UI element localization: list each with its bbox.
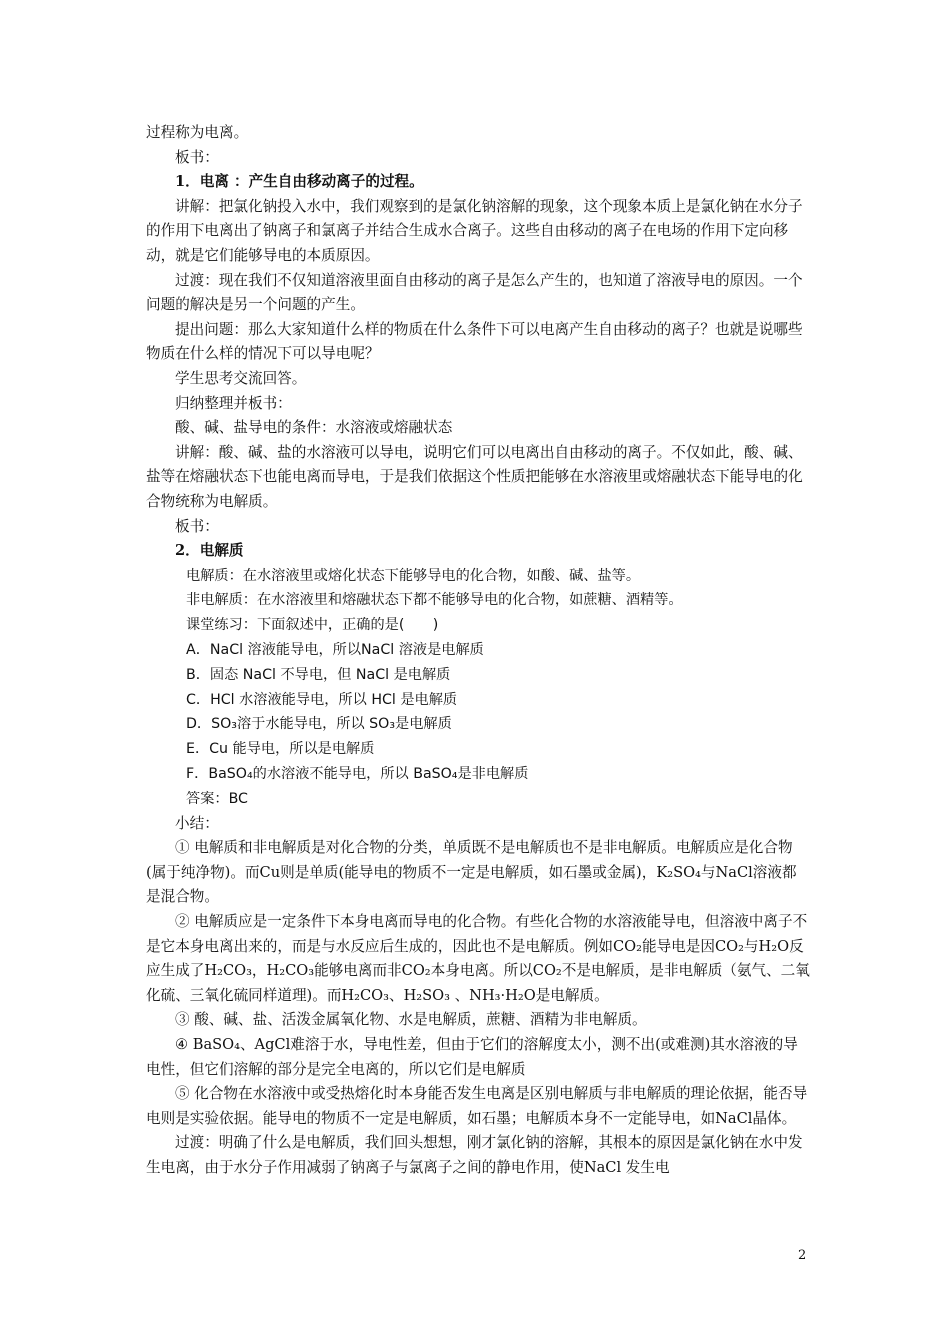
paragraph: 板书： [175,517,219,535]
paragraph: 讲解：酸、碱、盐的水溶液可以导电，说明它们可以电离出自由移动的离子。不仅如此，酸、碱、盐等在熔融状态下也能电离而导电，于是我们依据这个性质把能够在水溶液里或熔融状态下能导电的化合物统称为电解质。 [146,443,803,510]
definition-non-electrolyte: 非电解质：在水溶液里和熔融状态下都不能够导电的化合物，如蔗糖、酒精等。 [186,592,683,609]
page-number: 2 [798,1248,807,1263]
document-body [146,121,810,1181]
exercise-option-b: B．固态 NaCl 不导电，但 NaCl 是电解质 [186,666,451,683]
summary-point-4: ④ BaSO₄、AgCl难溶于水，导电性差，但由于它们的溶解度太小，测不出(或难测)其水溶液的导电性，但它们溶解的部分是完全电离的，所以它们是电解质 [146,1036,798,1078]
exercise-block [146,564,810,812]
definition-electrolyte: 电解质：在水溶液里或熔化状态下能够导电的化合物，如酸、碱、盐等。 [186,567,641,584]
paragraph: 讲解：把氯化钠投入水中，我们观察到的是氯化钠溶解的现象，这个现象本质上是氯化钠在水分子的作用下电离出了钠离子和氯离子并结合生成水合离子。这些自由移动的离子在电场的作用下定向移动，就是它们能够导电的本质原因。 [146,197,803,264]
paragraph: 酸、碱、盐导电的条件：水溶液或熔融状态 [175,419,453,437]
paragraph: 过渡：现在我们不仅知道溶液里面自由移动的离子是怎么产生的，也知道了溶液导电的原因。一个问题的解决是另一个问题的产生。 [146,271,803,314]
exercise-question: 课堂练习：下面叙述中，正确的是( ) [186,617,439,634]
exercise-option-c: C．HCl 水溶液能导电，所以 HCl 是电解质 [186,691,458,708]
exercise-option-d: D．SO₃溶于水能导电，所以 SO₃是电解质 [186,716,452,733]
paragraph: 板书： [175,148,219,166]
paragraph: 提出问题：那么大家知道什么样的物质在什么条件下可以电离产生自由移动的离子？也就是说哪些物质在什么样的情况下可以导电呢？ [146,320,803,363]
summary-point-1: ① 电解质和非电解质是对化合物的分类，单质既不是电解质也不是非电解质。电解质应是化合物(属于纯净物)。而Cu则是单质(能导电的物质不一定是电解质，如石墨或金属)，K₂SO₄与NaCl溶液都是混合物。 [146,839,797,906]
summary-heading: 小结： [175,814,219,832]
transition-paragraph: 过渡：明确了什么是电解质，我们回头想想，刚才氯化钠的溶解，其根本的原因是氯化钠在水中发生电离，由于水分子作用减弱了钠离子与氯离子之间的静电作用，使NaCl 发生电 [146,1134,803,1176]
exercise-option-a: A．NaCl 溶液能导电，所以NaCl 溶液是电解质 [186,642,484,659]
section-heading-ionization: 1．电离 ：产生自由移动离子的过程。 [175,173,424,191]
section-heading-electrolyte: 2．电解质 [175,542,244,560]
paragraph: 归纳整理并板书： [175,394,292,412]
paragraph: 学生思考交流回答。 [175,369,307,387]
summary-point-2: ② 电解质应是一定条件下本身电离而导电的化合物。有些化合物的水溶液能导电，但溶液中离子不是它本身电离出来的，而是与水反应后生成的，因此也不是电解质。例如CO₂能导电是因CO₂与H₂O反应生成了H₂CO₃，H₂CO₃能够电离而非CO₂本身电离。所以CO₂不是电解质，是非电解质（氨气、二氧化硫、三氧化硫同样道理)。而H₂CO₃、H₂SO₃ 、NH₃·H₂O是电解质。 [146,913,810,1004]
paragraph: 过程称为电离。 [146,124,249,141]
exercise-answer: 答案：BC [186,790,248,807]
summary-point-3: ③ 酸、碱、盐、活泼金属氧化物、水是电解质，蔗糖、酒精为非电解质。 [175,1011,647,1029]
exercise-option-e: E．Cu 能导电，所以是电解质 [186,741,375,758]
exercise-option-f: F．BaSO₄的水溶液不能导电，所以 BaSO₄是非电解质 [186,766,529,783]
summary-point-5: ⑤ 化合物在水溶液中或受热熔化时本身能否发生电离是区别电解质与非电解质的理论依据，能否导电则是实验依据。能导电的物质不一定是电解质，如石墨；电解质本身不一定能导电，如NaCl晶体。 [146,1085,808,1127]
